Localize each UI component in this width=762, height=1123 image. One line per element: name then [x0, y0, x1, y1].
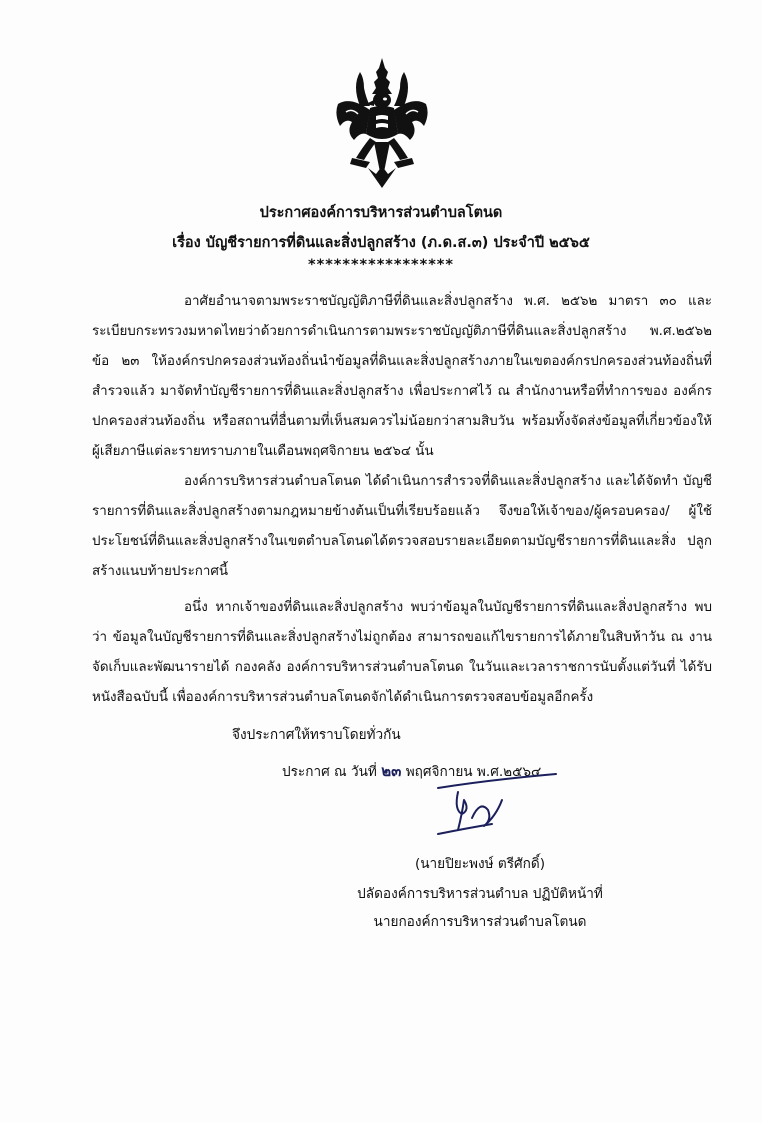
- date-prefix: ประกาศ ณ วันที่: [282, 764, 377, 780]
- handwritten-signature-icon: [428, 770, 568, 840]
- paragraph-text: อาศัยอำนาจตามพระราชบัญญัติภาษีที่ดินและสิ่งปลูกสร้าง พ.ศ. ๒๕๖๒ มาตรา ๓๐ และ ระเบียบกระทรวงมหาดไทยว่าด้วยการดำเนินการตามพระราชบัญญัติภาษีที่ดินและสิ่งปลูกสร้าง พ.ศ.๒๕๖๒ ข้อ ๒๓ ให้องค์กรปกครองส่วนท้องถิ่นนำข้อมูลที่ดินและสิ่งปลูกสร้างภายในเขตองค์กรปกครองส่วนท้องถิ่นที่สำรวจแล้ว มาจัดทำบัญชีรายการที่ดินและสิ่งปลูกสร้าง เพื่อประกาศไว้ ณ สำนักงานหรือที่ทำการของ องค์กรปกครองส่วนท้องถิ่น หรือสถานที่อื่นตามที่เห็นสมควรไม่น้อยกว่าสามสิบวัน พร้อมทั้งจัดส่งข้อมูลที่เกี่ยวข้องให้ผู้เสียภาษีแต่ละรายทราบภายในเดือนพฤศจิกายน ๒๕๖๔ นั้น: [92, 294, 712, 459]
- paragraph-text: องค์การบริหารส่วนตำบลโตนด ได้ดำเนินการสำรวจที่ดินและสิ่งปลูกสร้าง และได้จัดทำ บัญชีรายการที่ดินและสิ่งปลูกสร้างตามกฎหมายข้างต้นเป็นที่เรียบร้อยแล้ว จึงขอให้เจ้าของ/ผู้ครอบครอง/ ผู้ใช้ประโยชน์ที่ดินและสิ่งปลูกสร้างในเขตตำบลโตนดได้ตรวจสอบรายละเอียดตามบัญชีรายการที่ดินและสิ่ง ปลูกสร้างแนบท้ายประกาศนี้: [92, 474, 712, 579]
- signer-position-acting: ปลัดองค์การบริหารส่วนตำบล ปฏิบัติหน้าที่: [357, 886, 603, 902]
- paragraph-survey-done: [92, 467, 712, 587]
- garuda-emblem-icon: [330, 56, 434, 190]
- paragraph-legal-basis: [92, 287, 712, 467]
- document-subject: เรื่อง บัญชีรายการที่ดินและสิ่งปลูกสร้าง (ภ.ด.ส.๓) ประจำปี ๒๕๖๕: [172, 235, 590, 251]
- document-title: ประกาศองค์การบริหารส่วนตำบลโตนด: [259, 205, 503, 221]
- signer-position-title: นายกองค์การบริหารส่วนตำบลโตนด: [373, 914, 587, 930]
- paragraph-text: อนึ่ง หากเจ้าของที่ดินและสิ่งปลูกสร้าง พบว่าข้อมูลในบัญชีรายการที่ดินและสิ่งปลูกสร้าง พบว่า ข้อมูลในบัญชีรายการที่ดินและสิ่งปลูกสร้างไม่ถูกต้อง สามารถขอแก้ไขรายการได้ภายในสิบห้าวัน ณ งานจัดเก็บและพัฒนารายได้ กองคลัง องค์การบริหารส่วนตำบลโตนด ในวันและเวลาราชการนับตั้งแต่วันที่ ได้รับหนังสือฉบับนี้ เพื่อองค์การบริหารส่วนตำบลโตนดจักได้ดำเนินการตรวจสอบข้อมูลอีกครั้ง: [92, 600, 712, 705]
- paragraph-correction-request: [92, 593, 712, 713]
- signer-name: (นายปิยะพงษ์ ตรีศักดิ์): [414, 856, 546, 872]
- date-month-year: พฤศจิกายน พ.ศ.๒๕๖๔: [405, 764, 542, 780]
- announcement-line: จึงประกาศให้ทราบโดยทั่วกัน: [232, 727, 401, 743]
- date-day: ๒๓: [381, 762, 402, 780]
- separator-line: *****************: [308, 257, 454, 273]
